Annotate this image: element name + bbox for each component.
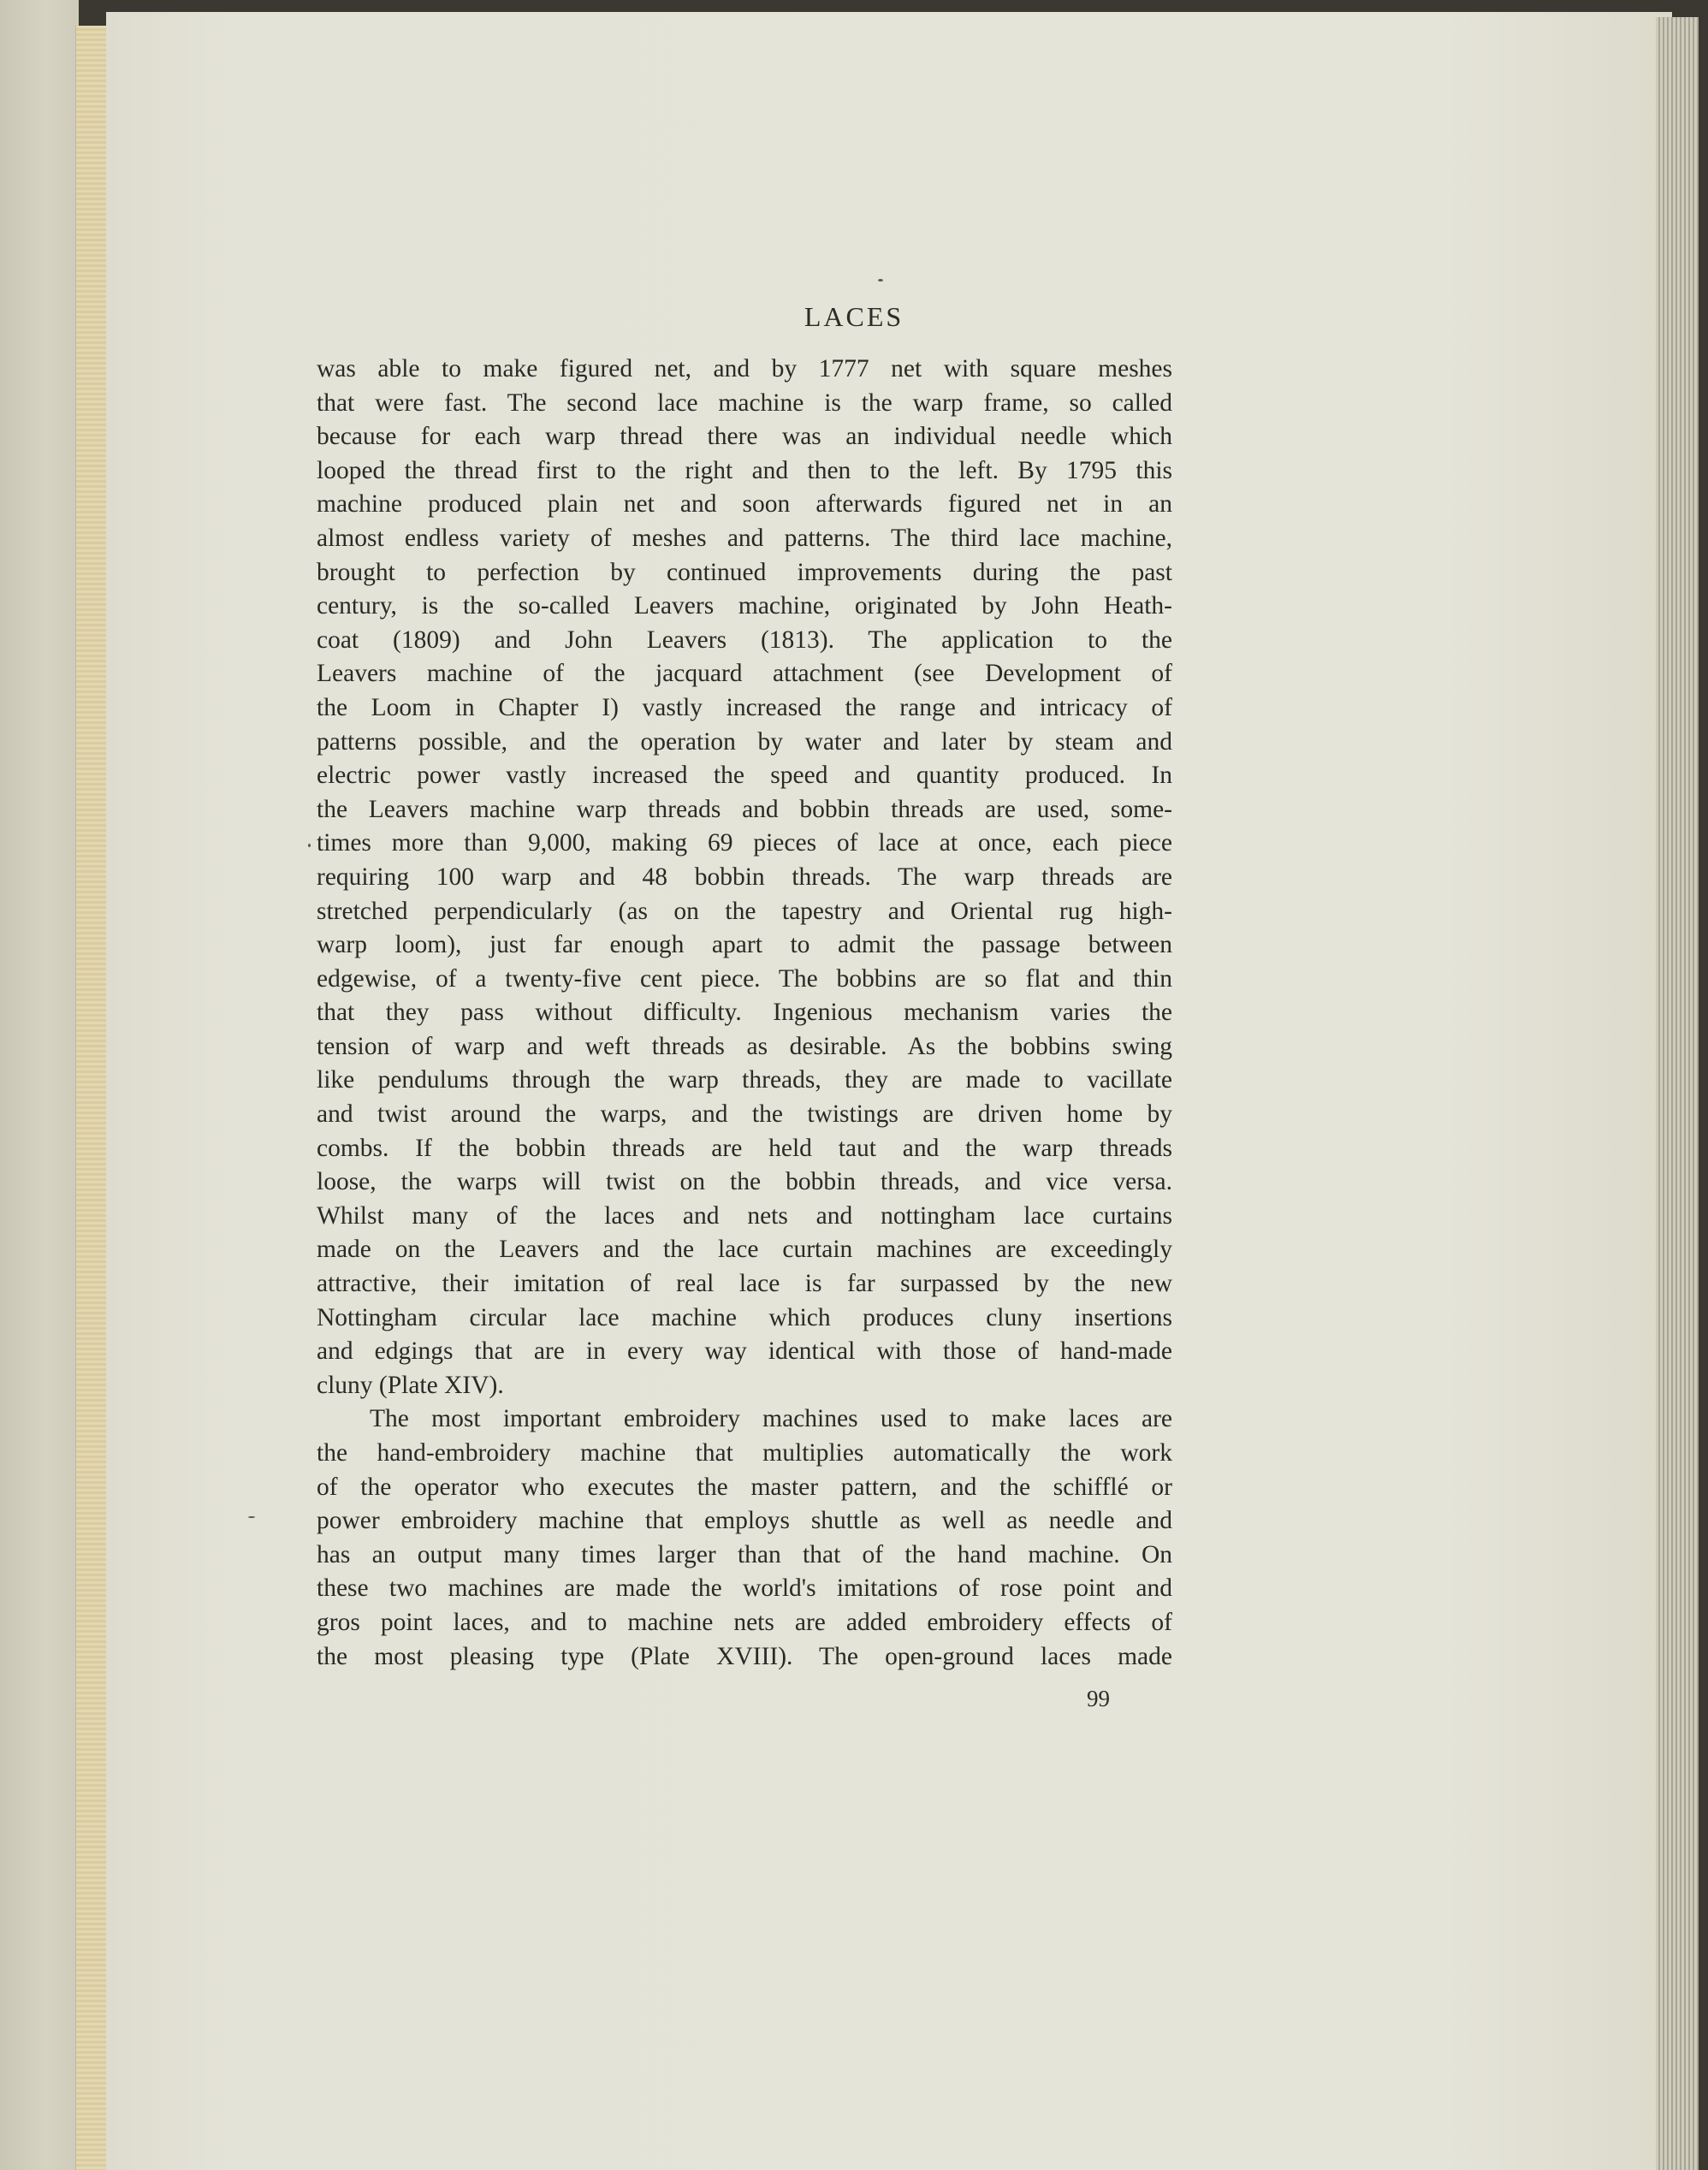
text-line: and twist around the warps, and the twistings are driven home by — [317, 1100, 1172, 1129]
text-line: times more than 9,000, making 69 pieces of lace at once, each piece — [317, 829, 1172, 857]
text-line: stretched perpendicularly (as on the tapestry and Oriental rug high- — [317, 897, 1172, 925]
text-line: edgewise, of a twenty-five cent piece. The bobbins are so flat and thin — [317, 964, 1172, 993]
text-line: that were fast. The second lace machine is the warp frame, so called — [317, 388, 1172, 417]
text-line: tension of warp and weft threads as desirable. As the bobbins swing — [317, 1032, 1172, 1060]
text-line: of the operator who executes the master pattern, and the schifflé or — [317, 1473, 1172, 1501]
text-line: Leavers machine of the jacquard attachment (see Development of — [317, 660, 1172, 688]
text-line: machine produced plain net and soon afterwards figured net in an — [317, 490, 1172, 519]
text-line: was able to make figured net, and by 1777 net with square meshes — [317, 355, 1172, 382]
text-line: almost endless variety of meshes and patterns. The third lace machine, — [317, 524, 1172, 552]
text-line: like pendulums through the warp threads, they are made to vacillate — [317, 1066, 1172, 1094]
paper-speck — [248, 1516, 255, 1518]
text-line: the hand-embroidery machine that multiplies automatically the work — [317, 1439, 1172, 1467]
paper-speck — [308, 844, 311, 847]
text-line: Whilst many of the laces and nets and nottingham lace curtains — [317, 1201, 1172, 1230]
text-line: electric power vastly increased the speed and quantity produced. In — [317, 762, 1172, 790]
text-line: cluny (Plate XIV). — [317, 1371, 504, 1399]
text-line: the Loom in Chapter I) vastly increased the range and intricacy of — [317, 693, 1172, 721]
page-stack-edges — [1656, 17, 1699, 2170]
text-line: The most important embroidery machines used to make laces are — [370, 1405, 1172, 1433]
text-line: and edgings that are in every way identical with those of hand-made — [317, 1337, 1172, 1366]
text-line: has an output many times larger than that of the hand machine. On — [317, 1540, 1172, 1568]
text-line: century, is the so-called Leavers machine, originated by John Heath- — [317, 592, 1172, 620]
text-line: the Leavers machine warp threads and bobbin threads are used, some- — [317, 795, 1172, 823]
text-line: attractive, their imitation of real lace is far surpassed by the new — [317, 1270, 1172, 1298]
text-line: coat (1809) and John Leavers (1813). The application to the — [317, 626, 1172, 654]
text-line: these two machines are made the world's imitations of rose point and — [317, 1574, 1172, 1603]
text-line: combs. If the bobbin threads are held taut and the warp threads — [317, 1134, 1172, 1162]
text-line: power embroidery machine that employs shuttle as well as needle and — [317, 1507, 1172, 1535]
text-line: that they pass without difficulty. Ingenious mechanism varies the — [317, 999, 1172, 1027]
text-line: because for each warp thread there was an individual needle which — [317, 423, 1172, 451]
text-line: warp loom), just far enough apart to admit the passage between — [317, 931, 1172, 959]
text-line: requiring 100 warp and 48 bobbin threads. The warp threads are — [317, 863, 1172, 891]
paragraph-1 — [317, 353, 1172, 1402]
paper-speck — [878, 279, 883, 282]
text-line: made on the Leavers and the lace curtain machines are exceedingly — [317, 1236, 1172, 1264]
text-line: patterns possible, and the operation by water and later by steam and — [317, 727, 1172, 756]
text-line: the most pleasing type (Plate XVIII). The open-ground laces made — [317, 1642, 1172, 1670]
paragraph-2 — [317, 1402, 1172, 1674]
body-text — [317, 353, 1172, 1674]
text-line: brought to perfection by continued improvements during the past — [317, 558, 1172, 586]
text-line: Nottingham circular lace machine which produces cluny insertions — [317, 1303, 1172, 1331]
text-line: loose, the warps will twist on the bobbin threads, and vice versa. — [317, 1168, 1172, 1196]
binding-gutter — [75, 26, 108, 2170]
page-number: 99 — [1087, 1686, 1110, 1711]
text-line: looped the thread first to the right and then to the left. By 1795 this — [317, 456, 1172, 484]
text-line: gros point laces, and to machine nets are added embroidery effects of — [317, 1608, 1172, 1636]
running-head: LACES — [804, 301, 904, 332]
